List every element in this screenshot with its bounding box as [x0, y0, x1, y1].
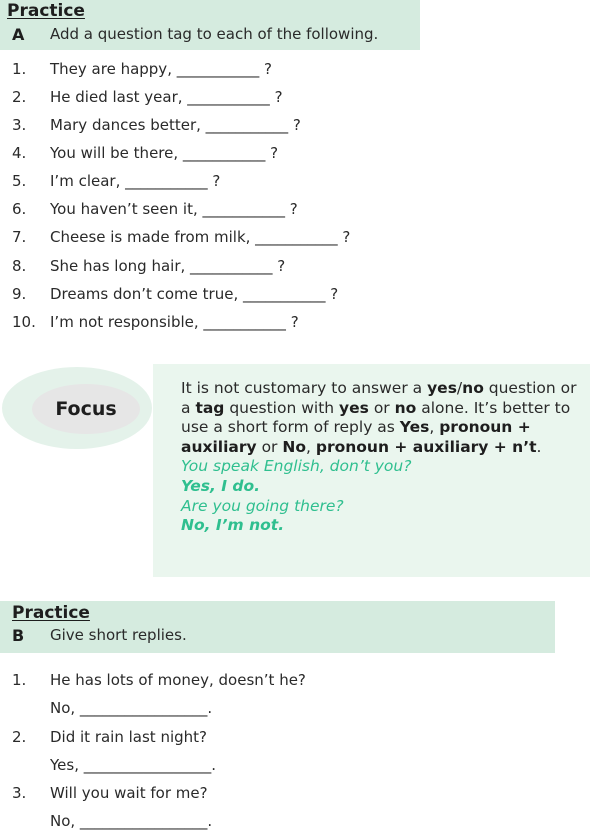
list-item [12, 172, 220, 196]
item-text: He died last year, ___________ ? [50, 88, 283, 106]
item-number: 6. [12, 200, 27, 218]
item-text: Dreams don’t come true, ___________ ? [50, 285, 339, 303]
item-number: 5. [12, 172, 27, 190]
item-reply: No, _________________. [50, 812, 213, 830]
focus-text-part: or [256, 437, 283, 456]
item-reply: Yes, _________________. [50, 756, 217, 774]
item-number: 1. [12, 671, 27, 689]
focus-bold-rule: pronoun + auxiliary + n’t [315, 437, 537, 456]
focus-bold-yes: yes [427, 379, 457, 397]
focus-text-part: . [536, 437, 542, 456]
item-text: Cheese is made from milk, ___________ ? [50, 228, 351, 246]
item-number: 3. [12, 116, 27, 134]
list-item [12, 257, 285, 281]
item-reply: No, _________________. [50, 699, 213, 717]
practice-b-instruction: Give short replies. [50, 626, 187, 644]
focus-text-part: It is not customary to answer a [181, 379, 428, 397]
item-question: He has lots of money, doesn’t he? [50, 671, 306, 689]
focus-text-part: question or a [181, 379, 577, 417]
focus-text-part: alone. It’s better to use a short form of reply as [181, 398, 571, 437]
practice-b-title: Practice [12, 603, 90, 623]
focus-label: Focus [55, 398, 117, 420]
focus-bold-rule: pronoun + auxiliary [181, 418, 531, 456]
list-item [12, 200, 298, 224]
item-number: 1. [12, 60, 27, 78]
item-text: Mary dances better, ___________ ? [50, 116, 301, 134]
practice-a-title: Practice [7, 1, 85, 21]
list-item [12, 144, 278, 168]
list-item [12, 116, 301, 140]
item-number: 2. [12, 88, 27, 106]
item-number: 7. [12, 228, 27, 246]
focus-example: You speak English, don’t you? [181, 457, 412, 476]
focus-bold-tag: tag [195, 398, 225, 417]
list-item [12, 285, 338, 309]
item-text: You will be there, ___________ ? [50, 144, 279, 162]
item-question: Did it rain last night? [50, 728, 207, 746]
list-item [12, 60, 272, 84]
item-text: You haven’t seen it, ___________ ? [50, 200, 298, 218]
item-question: Will you wait for me? [50, 784, 208, 802]
list-item [12, 784, 208, 808]
focus-bold-no: no [462, 379, 484, 397]
focus-example: Are you going there? [181, 496, 344, 515]
item-number: 8. [12, 257, 27, 275]
item-text: I’m clear, ___________ ? [50, 172, 221, 190]
practice-b-letter: B [12, 626, 25, 645]
item-number: 4. [12, 144, 27, 162]
item-number: 9. [12, 285, 27, 303]
list-item [12, 313, 299, 337]
item-number: 3. [12, 784, 27, 802]
item-text: They are happy, ___________ ? [50, 60, 272, 78]
focus-text-part: / [456, 379, 463, 397]
item-number: 2. [12, 728, 27, 746]
list-item [12, 88, 283, 112]
practice-a-instruction: Add a question tag to each of the following. [50, 25, 379, 43]
list-item [12, 671, 306, 695]
focus-bold-yes: yes [339, 398, 369, 417]
focus-example: No, I’m not. [181, 516, 285, 535]
list-item [12, 728, 207, 752]
list-item [12, 228, 350, 252]
item-text: I’m not responsible, ___________ ? [50, 313, 299, 331]
focus-text-part: , [429, 418, 440, 437]
item-text: She has long hair, ___________ ? [50, 257, 286, 275]
focus-text-part: , [305, 437, 316, 456]
focus-text-part: or [368, 398, 395, 417]
item-number: 10. [12, 313, 36, 331]
focus-bold-yes: Yes [399, 418, 430, 437]
focus-bold-no: no [394, 398, 417, 417]
focus-text-part: question with [224, 398, 340, 417]
focus-bold-no: No [282, 437, 306, 456]
practice-a-letter: A [12, 25, 25, 44]
focus-example: Yes, I do. [181, 476, 261, 495]
focus-text [181, 379, 586, 536]
